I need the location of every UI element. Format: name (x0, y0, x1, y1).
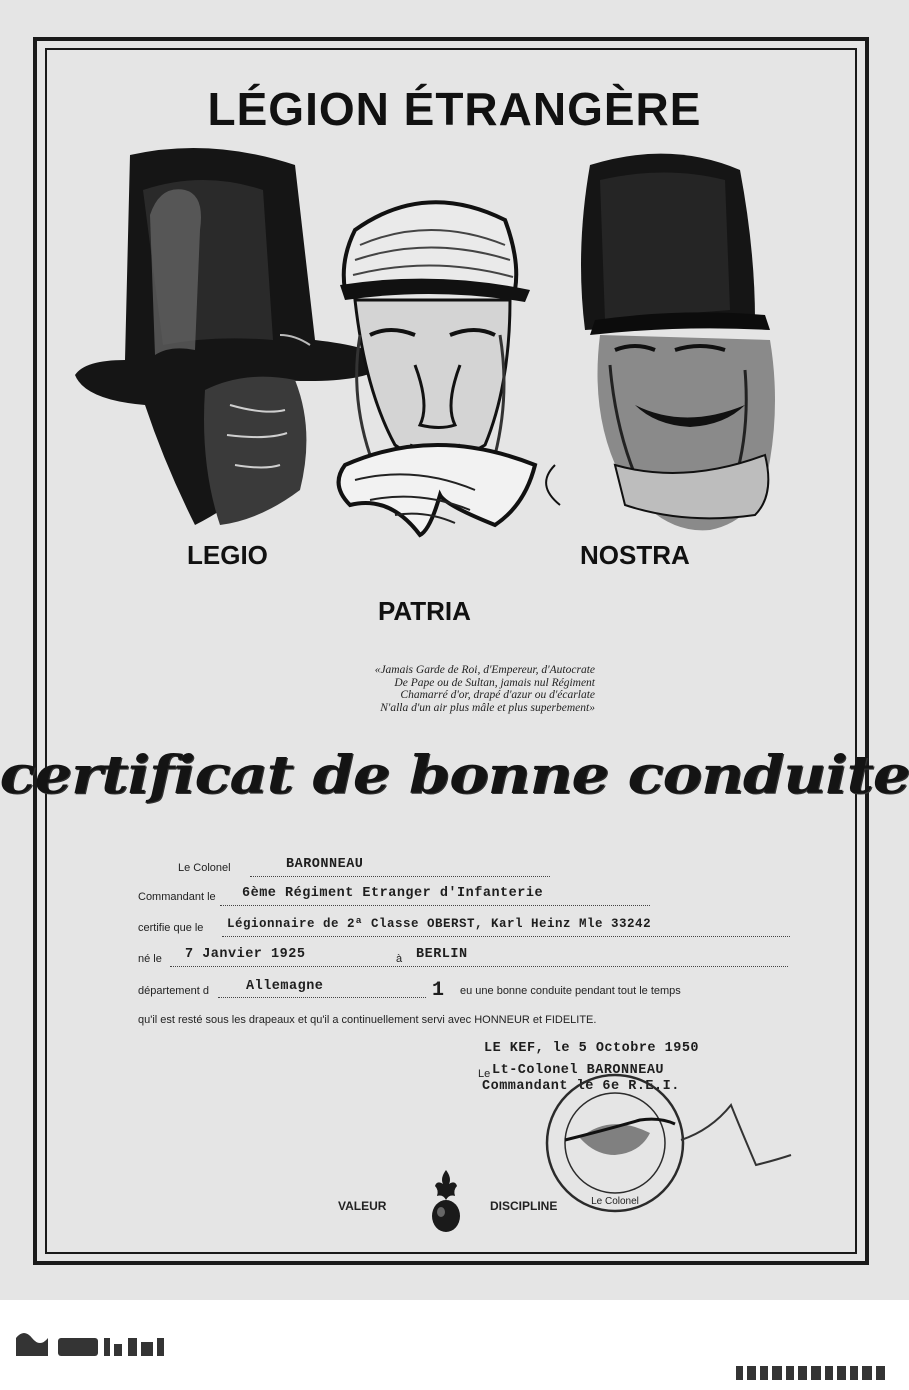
motto-nostra: NOSTRA (580, 540, 690, 570)
born-label: né le (138, 953, 162, 965)
official-stamp (540, 1068, 690, 1218)
page-title: LÉGION ÉTRANGÈRE (207, 83, 702, 135)
stock-watermark-strip (0, 1318, 909, 1390)
certificate-title: certificat de bonne conduite (0, 745, 909, 806)
birth-place: BERLIN (416, 947, 468, 962)
department-name: Allemagne (246, 979, 324, 994)
stray-mark: 1 (432, 979, 445, 1002)
three-legionnaires-illustration (55, 135, 855, 555)
left-soldier-portrait (75, 148, 385, 525)
signature-scribble (676, 1080, 796, 1180)
signer-command: Commandant le 6e R.E.I. (482, 1079, 680, 1094)
legionnaire-name: Légionnaire de 2ª Classe OBERST, Karl Heinz Mle 33242 (227, 917, 652, 931)
poem-line: Chamarré d'or, drapé d'azur ou d'écarlate (400, 689, 595, 701)
right-soldier-portrait (546, 154, 775, 531)
commanding-label: Commandant le (138, 891, 216, 903)
motto-legio: LEGIO (187, 540, 268, 570)
poem-line: De Pape ou de Sultan, jamais nul Régiment (394, 676, 595, 689)
colonel-name: BARONNEAU (286, 857, 364, 872)
poem-line: N'alla d'un air plus mâle et plus superbement» (380, 701, 595, 714)
poem-quote (295, 664, 595, 714)
colonel-label: Le Colonel (178, 862, 231, 874)
motto-patria: PATRIA (378, 596, 471, 626)
department-label: département d (138, 985, 209, 997)
footer-discipline: DISCIPLINE (490, 1199, 558, 1213)
regiment-line (220, 905, 650, 906)
signer-rank-name: Lt-Colonel BARONNEAU (492, 1063, 665, 1078)
flaming-grenade-emblem-icon (428, 1168, 464, 1236)
at-label: à (396, 953, 403, 965)
signature-prefix: Le (478, 1068, 491, 1080)
stamp-text: Le Colonel (591, 1196, 639, 1207)
center-soldier-portrait (339, 202, 535, 535)
legionnaire-line (222, 936, 790, 937)
birth-date: 7 Janvier 1925 (185, 947, 306, 962)
certifies-label: certifie que le (138, 922, 204, 934)
service-text: qu'il est resté sous les drapeaux et qu'il a continuellement servi avec HONNEUR et FIDELITE. (138, 1014, 597, 1026)
place-date: LE KEF, le 5 Octobre 1950 (484, 1041, 700, 1056)
conduct-text: eu une bonne conduite pendant tout le temps (460, 985, 681, 997)
colonel-line (250, 876, 550, 877)
poem-line: «Jamais Garde de Roi, d'Empereur, d'Autocrate (374, 664, 595, 676)
regiment-name: 6ème Régiment Etranger d'Infanterie (242, 886, 544, 901)
birth-line (170, 966, 788, 967)
department-line (218, 997, 426, 998)
footer-valeur: VALEUR (338, 1199, 387, 1213)
